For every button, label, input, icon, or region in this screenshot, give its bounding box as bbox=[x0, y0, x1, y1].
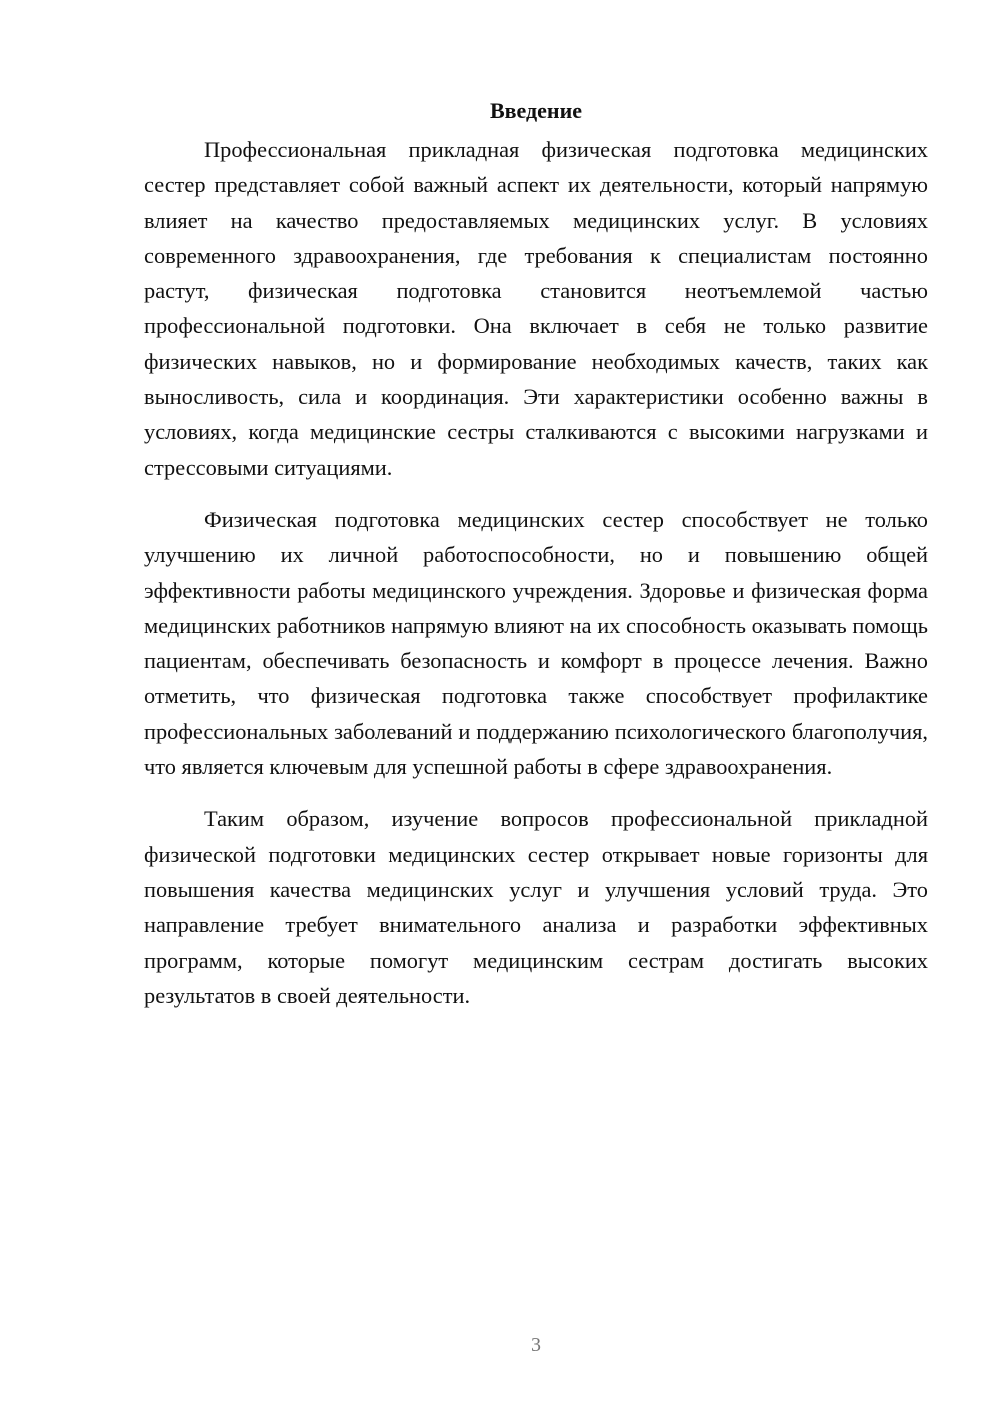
page-number: 3 bbox=[531, 1334, 541, 1356]
paragraph-3: Таким образом, изучение вопросов профессиональной прикладной физической подготовки медицинских сестер открывает новые горизонты для повышения качества медицинских услуг и улучшения условий труда. Это направление требует внимательного анализа и разработки эффективных программ, которые помогут медицинским сестрам достигать высоких результатов в своей деятельности. bbox=[144, 806, 928, 1008]
paragraph-1: Профессиональная прикладная физическая подготовка медицинских сестер представляет собой важный аспект их деятельности, который напрямую влияет на качество предоставляемых медицинских услуг. В условиях современного здравоохранения, где требования к специалистам постоянно растут, физическая подготовка становится неотъемлемой частью профессиональной подготовки. Она включает в себя не только развитие физических навыков, но и формирование необходимых качеств, таких как выносливость, сила и координация. Эти характеристики особенно важны в условиях, когда медицинские сестры сталкиваются с высокими нагрузками и стрессовыми ситуациями. bbox=[144, 137, 928, 480]
paragraph-2: Физическая подготовка медицинских сестер способствует не только улучшению их личной работоспособности, но и повышению общей эффективности работы медицинского учреждения. Здоровье и физическая форма медицинских работников напрямую влияют на их способность оказывать помощь пациентам, обеспечивать безопасность и комфорт в процессе лечения. Важно отметить, что физическая подготовка также способствует профилактике профессиональных заболеваний и поддержанию психологического благополучия, что является ключевым для успешной работы в сфере здравоохранения. bbox=[144, 506, 928, 780]
page-content bbox=[144, 96, 928, 1030]
section-heading: Введение bbox=[489, 98, 583, 123]
